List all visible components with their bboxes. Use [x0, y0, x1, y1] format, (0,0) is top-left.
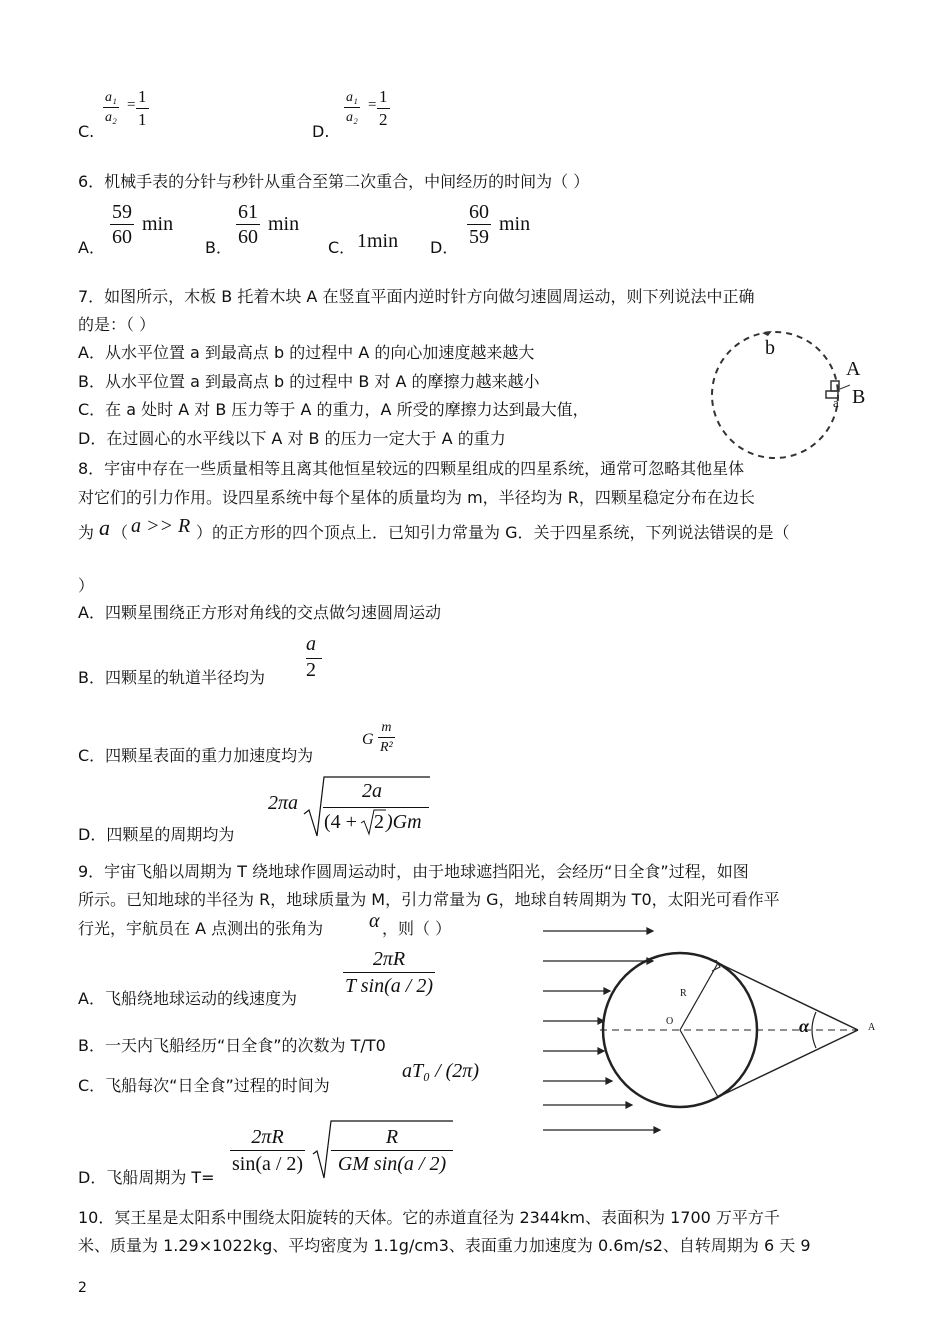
q9-fig-label-alpha: α — [799, 1016, 809, 1036]
q9-stem-alpha: α — [369, 910, 380, 932]
q8-stem-line1: 8．宇宙中存在一些质量相等且离其他恒星较远的四颗星组成的四星系统，通常可忽略其他星体 — [78, 459, 745, 478]
q8-stem-line4: ） — [78, 576, 95, 595]
q9-angle-arc — [812, 1012, 816, 1048]
q6-d-num: 60 — [469, 201, 489, 223]
q5-c-lhs-num: a₁ — [105, 90, 117, 105]
q7-option-d: D．在过圆心的水平线以下 A 对 B 的压力一定大于 A 的重力 — [78, 429, 506, 448]
q6-d-fraction — [467, 200, 491, 249]
q9-a-den: T sin(a / 2) — [343, 972, 435, 999]
q5-c-eq: = — [127, 97, 136, 113]
q8-stem-line2: 对它们的引力作用。设四星系统中每个星体的质量均为 m，半径均为 R，四颗星稳定分布在边长 — [78, 488, 755, 507]
q9-upper-tangent — [718, 963, 858, 1030]
q5-c-rhs-den: 1 — [138, 110, 147, 129]
q10-line2: 米、质量为 1.29×1022kg、平均密度为 1.1g/cm3、表面重力加速度为 0.6m/s2、自转周期为 6 天 9 — [78, 1236, 811, 1255]
q9-stem-line3-pre: 行光，宇航员在 A 点测出的张角为 — [78, 919, 324, 938]
q5-d-lhs-fraction — [344, 88, 360, 127]
q9-c-expression: aT₀ / (2π) — [402, 1060, 479, 1082]
q8-d-den-pre: (4 + — [324, 811, 357, 833]
q6-a-fraction — [110, 200, 134, 249]
q9-option-d: D．飞船周期为 T= — [78, 1168, 215, 1187]
q5-option-d-label: D. — [312, 122, 330, 141]
q8-stem-a: a — [99, 515, 110, 540]
q8-b-num: a — [306, 633, 316, 655]
q7-leader-line — [840, 385, 850, 389]
page-number: 2 — [78, 1280, 87, 1296]
q6-a-num: 59 — [112, 201, 132, 223]
q10-line1: 10．冥王星是太阳系中围绕太阳旋转的天体。它的赤道直径为 2344km、表面积为 1700 万平方千 — [78, 1208, 780, 1227]
q8-option-d: D．四颗星的周期均为 — [78, 825, 235, 844]
q9-fig-label-O: O — [666, 1016, 674, 1027]
q6-option-b-label: B． — [205, 238, 232, 257]
q8-d-den-post: )Gm — [386, 811, 422, 833]
q5-c-rhs-fraction — [136, 86, 149, 131]
q8-d-den-radicand: 2 — [374, 811, 384, 833]
q9-a-fraction — [343, 946, 435, 999]
q8-c-G: G — [362, 731, 374, 748]
q6-option-a-label: A． — [78, 238, 105, 257]
q5-d-rhs-fraction — [377, 86, 390, 131]
q9-d-fraction-2 — [331, 1124, 453, 1177]
q9-d-den1: sin(a / 2) — [230, 1150, 305, 1177]
q9-option-b: B．一天内飞船经历“日全食”的次数为 T/T0 — [78, 1036, 386, 1055]
q9-lower-tangent — [718, 1030, 858, 1097]
q5-d-rhs-num: 1 — [379, 87, 388, 106]
q7-fig-label-B: B — [852, 386, 866, 408]
q9-eclipse-figure — [540, 925, 885, 1135]
q9-stem-line1: 9．宇宙飞船以周期为 T 绕地球作圆周运动时，由于地球遮挡阳光，会经历“日全食”过程，如图 — [78, 862, 749, 881]
q9-fig-label-R: R — [680, 988, 687, 999]
q8-stem-line3-pre: 为 — [78, 523, 95, 542]
q9-a-num: 2πR — [372, 948, 406, 970]
q8-stem-paren: （ — [112, 523, 129, 542]
q7-option-b: B．从水平位置 a 到最高点 b 的过程中 B 对 A 的摩擦力越来越小 — [78, 372, 540, 391]
q5-d-eq: = — [368, 97, 377, 113]
q6-a-den: 60 — [112, 226, 132, 248]
q7-dashed-orbit — [712, 332, 838, 458]
q8-stem-condition: a >> R — [131, 515, 191, 537]
q5-d-lhs-den: a₂ — [344, 107, 360, 127]
q6-b-fraction — [236, 200, 260, 249]
q5-option-c-label: C. — [78, 122, 95, 141]
q9-stem-line3-post: ，则（ ） — [382, 919, 452, 938]
q8-c-num: m — [381, 720, 392, 735]
q6-d-unit: min — [499, 213, 531, 235]
q5-c-lhs-den: a₂ — [103, 107, 119, 127]
q8-d-num: 2a — [362, 780, 382, 802]
q7-fig-label-a: a — [833, 395, 839, 410]
q8-b-den: 2 — [306, 659, 316, 681]
q9-d-fraction-1 — [230, 1124, 305, 1177]
q9-d-num2: R — [385, 1126, 399, 1148]
q9-d-num1: 2πR — [251, 1126, 284, 1148]
q9-radius-lower — [680, 1030, 718, 1097]
q6-stem: 6．机械手表的分针与秒针从重合至第二次重合，中间经历的时间为（ ） — [78, 172, 590, 191]
q8-b-fraction-bar — [306, 658, 322, 659]
q6-c-value: 1min — [357, 230, 399, 252]
q6-b-unit: min — [268, 213, 300, 235]
q8-option-b: B．四颗星的轨道半径均为 — [78, 668, 265, 687]
q8-c-den: R² — [378, 737, 395, 757]
q5-d-lhs-num: a₁ — [346, 90, 358, 105]
q8-c-fraction — [378, 718, 395, 757]
q6-a-unit: min — [142, 213, 174, 235]
q9-option-c: C．飞船每次“日全食”过程的时间为 — [78, 1076, 330, 1095]
q9-stem-line2: 所示。已知地球的半径为 R，地球质量为 M，引力常量为 G，地球自转周期为 T0，太阳光可看作平 — [78, 890, 780, 909]
q8-option-a: A．四颗星围绕正方形对角线的交点做匀速圆周运动 — [78, 603, 441, 622]
q6-option-d-label: D． — [430, 238, 459, 257]
q6-option-c-label: C． — [328, 238, 356, 257]
q9-d-den2: GM sin(a / 2) — [331, 1150, 453, 1177]
q7-option-c: C．在 a 处时 A 对 B 压力等于 A 的重力，A 所受的摩擦力达到最大值， — [78, 400, 589, 419]
q9-fig-label-A: A — [868, 1022, 876, 1033]
q7-stem-line2: 的是：（ ） — [78, 315, 156, 334]
q9-option-a: A．飞船绕地球运动的线速度为 — [78, 989, 297, 1008]
q8-option-c: C．四颗星表面的重力加速度均为 — [78, 746, 314, 765]
q6-b-den: 60 — [238, 226, 258, 248]
q6-d-den: 59 — [469, 226, 489, 248]
q7-stem-line1: 7．如图所示，木板 B 托着木块 A 在竖直平面内逆时针方向做匀速圆周运动，则下列说法中正确 — [78, 287, 755, 306]
q7-fig-label-A: A — [846, 358, 861, 380]
q7-fig-label-b: b — [765, 337, 775, 359]
q5-c-rhs-num: 1 — [138, 87, 147, 106]
q5-c-lhs-fraction — [103, 88, 119, 127]
q5-d-rhs-den: 2 — [379, 110, 388, 129]
q7-option-a: A．从水平位置 a 到最高点 b 的过程中 A 的向心加速度越来越大 — [78, 343, 535, 362]
q6-b-num: 61 — [238, 201, 258, 223]
q8-stem-line3-post: ）的正方形的四个顶点上．已知引力常量为 G．关于四星系统，下列说法错误的是（ — [196, 523, 790, 542]
q8-d-coefficient: 2πa — [268, 792, 299, 814]
